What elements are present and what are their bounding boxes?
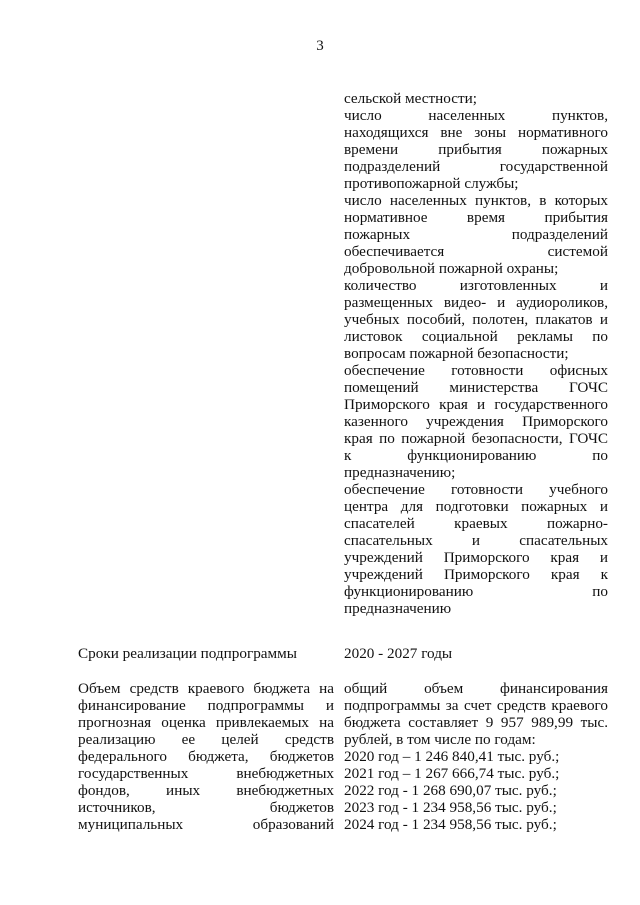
indicator-line: сельской местности; xyxy=(344,90,477,107)
indicator-line: листовок социальной рекламы по xyxy=(344,328,608,345)
funding-value-line: 2024 год - 1 234 958,56 тыс. руб.; xyxy=(344,816,557,833)
funding-value-cell xyxy=(344,680,608,833)
funding-value-line: 2021 год – 1 267 666,74 тыс. руб.; xyxy=(344,765,560,782)
indicator-line: противопожарной службы; xyxy=(344,175,519,192)
indicator-line: учреждений Приморского края к xyxy=(344,566,608,583)
funding-value-line: 2022 год - 1 268 690,07 тыс. руб.; xyxy=(344,782,557,799)
funding-label-line: прогнозная оценка привлекаемых на xyxy=(78,714,334,731)
indicators-cell xyxy=(344,90,608,617)
indicator-line: нормативное время прибытия xyxy=(344,209,608,226)
indicator-line: функционированию по xyxy=(344,583,608,600)
indicator-line: казенного учреждения Приморского xyxy=(344,413,608,430)
indicator-line: к функционированию по xyxy=(344,447,608,464)
terms-label xyxy=(78,645,334,662)
indicator-line: Приморского края и государственного xyxy=(344,396,608,413)
terms-label-text: Сроки реализации подпрограммы xyxy=(78,645,297,662)
indicator-line: число населенных пунктов, xyxy=(344,107,608,124)
indicator-line: края по пожарной безопасности, ГОЧС xyxy=(344,430,608,447)
funding-label-line: фондов, иных внебюджетных xyxy=(78,782,334,799)
indicator-line: число населенных пунктов, в которых xyxy=(344,192,608,209)
funding-label-cell xyxy=(78,680,334,833)
terms-value-text: 2020 - 2027 годы xyxy=(344,645,453,662)
funding-label-line: реализацию ее целей средств xyxy=(78,731,334,748)
funding-value-line: подпрограммы за счет средств краевого xyxy=(344,697,608,714)
indicator-line: размещенных видео- и аудиороликов, xyxy=(344,294,608,311)
indicator-line: обеспечивается системой xyxy=(344,243,608,260)
indicator-line: спасательных и спасательных xyxy=(344,532,608,549)
funding-label-line: источников, бюджетов xyxy=(78,799,334,816)
funding-value-line: бюджета составляет 9 957 989,99 тыс. xyxy=(344,714,608,731)
indicator-line: подразделений государственной xyxy=(344,158,608,175)
indicator-line: помещений министерства ГОЧС xyxy=(344,379,608,396)
funding-value-line: 2023 год - 1 234 958,56 тыс. руб.; xyxy=(344,799,557,816)
funding-label-line: государственных внебюджетных xyxy=(78,765,334,782)
indicator-line: центра для подготовки пожарных и xyxy=(344,498,608,515)
terms-value xyxy=(344,645,608,662)
indicator-line: учреждений Приморского края и xyxy=(344,549,608,566)
funding-label-line: муниципальных образований xyxy=(78,816,334,833)
funding-label-line: Объем средств краевого бюджета на xyxy=(78,680,334,697)
funding-label-line: финансирование подпрограммы и xyxy=(78,697,334,714)
funding-label-line: федерального бюджета, бюджетов xyxy=(78,748,334,765)
funding-value-line: рублей, в том числе по годам: xyxy=(344,731,536,748)
indicator-line: предназначению xyxy=(344,600,452,617)
indicator-line: спасателей краевых пожарно- xyxy=(344,515,608,532)
indicator-line: учебных пособий, полотен, плакатов и xyxy=(344,311,608,328)
indicator-line: вопросам пожарной безопасности; xyxy=(344,345,569,362)
indicator-line: обеспечение готовности учебного xyxy=(344,481,608,498)
indicator-line: пожарных подразделений xyxy=(344,226,608,243)
indicator-line: количество изготовленных и xyxy=(344,277,608,294)
indicator-line: предназначению; xyxy=(344,464,456,481)
indicator-line: находящихся вне зоны нормативного xyxy=(344,124,608,141)
page-number: 3 xyxy=(316,38,324,54)
indicator-line: обеспечение готовности офисных xyxy=(344,362,608,379)
funding-value-line: общий объем финансирования xyxy=(344,680,608,697)
indicator-line: добровольной пожарной охраны; xyxy=(344,260,559,277)
funding-value-line: 2020 год – 1 246 840,41 тыс. руб.; xyxy=(344,748,560,765)
indicator-line: времени прибытия пожарных xyxy=(344,141,608,158)
